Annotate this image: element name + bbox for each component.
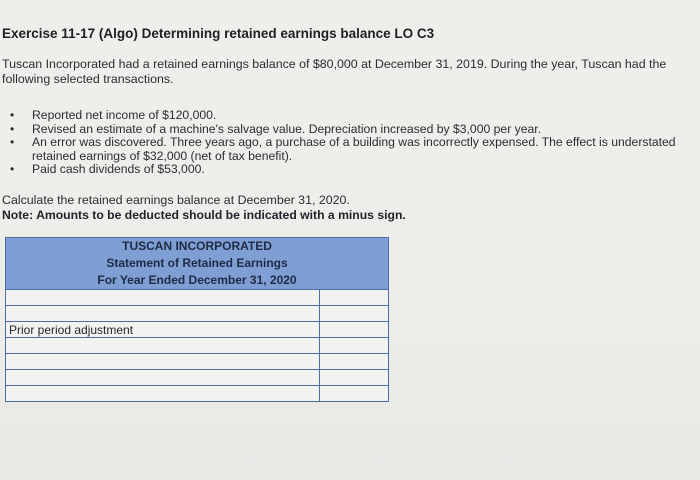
row-label-input[interactable] — [6, 290, 320, 306]
row-amount-input[interactable] — [320, 290, 389, 306]
header-cell — [6, 272, 389, 290]
statement-header-company — [6, 238, 389, 256]
bullet-icon: • — [10, 135, 15, 150]
list-item — [10, 163, 680, 177]
list-item — [10, 109, 680, 123]
statement-name: Statement of Retained Earnings — [106, 256, 288, 270]
statement-period: For Year Ended December 31, 2020 — [97, 273, 297, 287]
row-amount-input[interactable] — [320, 338, 389, 354]
intro-paragraph: Tuscan Incorporated had a retained earnings balance of $80,000 at December 31, 2019. During the year, Tuscan had the following selected transactions. — [2, 57, 667, 86]
list-item — [10, 123, 680, 137]
transaction-text: Reported net income of $120,000. — [32, 108, 217, 122]
header-cell — [6, 238, 389, 256]
table-row — [6, 386, 389, 402]
table-row — [6, 338, 389, 354]
table-row — [6, 322, 389, 338]
transaction-text: An error was discovered. Three years ago, a purchase of a building was incorrectly expensed. The effect is understated retained earnings of $32,000 (net of tax benefit). — [32, 135, 676, 163]
list-item — [10, 136, 680, 163]
bullet-icon: • — [10, 162, 15, 177]
spacer-cell — [320, 306, 389, 322]
bullet-icon: • — [10, 108, 15, 122]
table-row — [6, 290, 389, 306]
transactions-list — [10, 109, 680, 177]
row-amount-input[interactable] — [320, 322, 389, 338]
bullet-icon: • — [10, 121, 15, 136]
row-amount-input[interactable] — [320, 354, 389, 370]
retained-earnings-statement — [5, 237, 389, 402]
exercise-title: Exercise 11-17 (Algo) Determining retained earnings balance LO C3 — [2, 26, 435, 41]
row-label-input[interactable] — [6, 386, 320, 402]
row-amount-input[interactable] — [320, 370, 389, 386]
table-row — [6, 370, 389, 386]
transaction-text: Revised an estimate of a machine's salvage value. Depreciation increased by $3,000 per year. — [32, 121, 542, 136]
transaction-text: Paid cash dividends of $53,000. — [32, 162, 205, 177]
row-amount-input[interactable] — [320, 386, 389, 402]
company-name: TUSCAN INCORPORATED — [122, 239, 272, 253]
spacer-cell — [6, 306, 320, 322]
table-row — [6, 306, 389, 322]
instructions-text: Calculate the retained earnings balance at December 31, 2020. — [2, 193, 350, 207]
row-label-input[interactable]: Prior period adjustment — [6, 322, 320, 338]
table-row — [6, 354, 389, 370]
row-label-input[interactable] — [6, 370, 320, 386]
note-text: Note: Amounts to be deducted should be indicated with a minus sign. — [2, 208, 406, 222]
statement-header-name — [6, 255, 389, 272]
row-label-input[interactable] — [6, 338, 320, 354]
row-label-input[interactable] — [6, 354, 320, 370]
statement-header-period — [6, 272, 389, 290]
header-cell — [6, 255, 389, 272]
